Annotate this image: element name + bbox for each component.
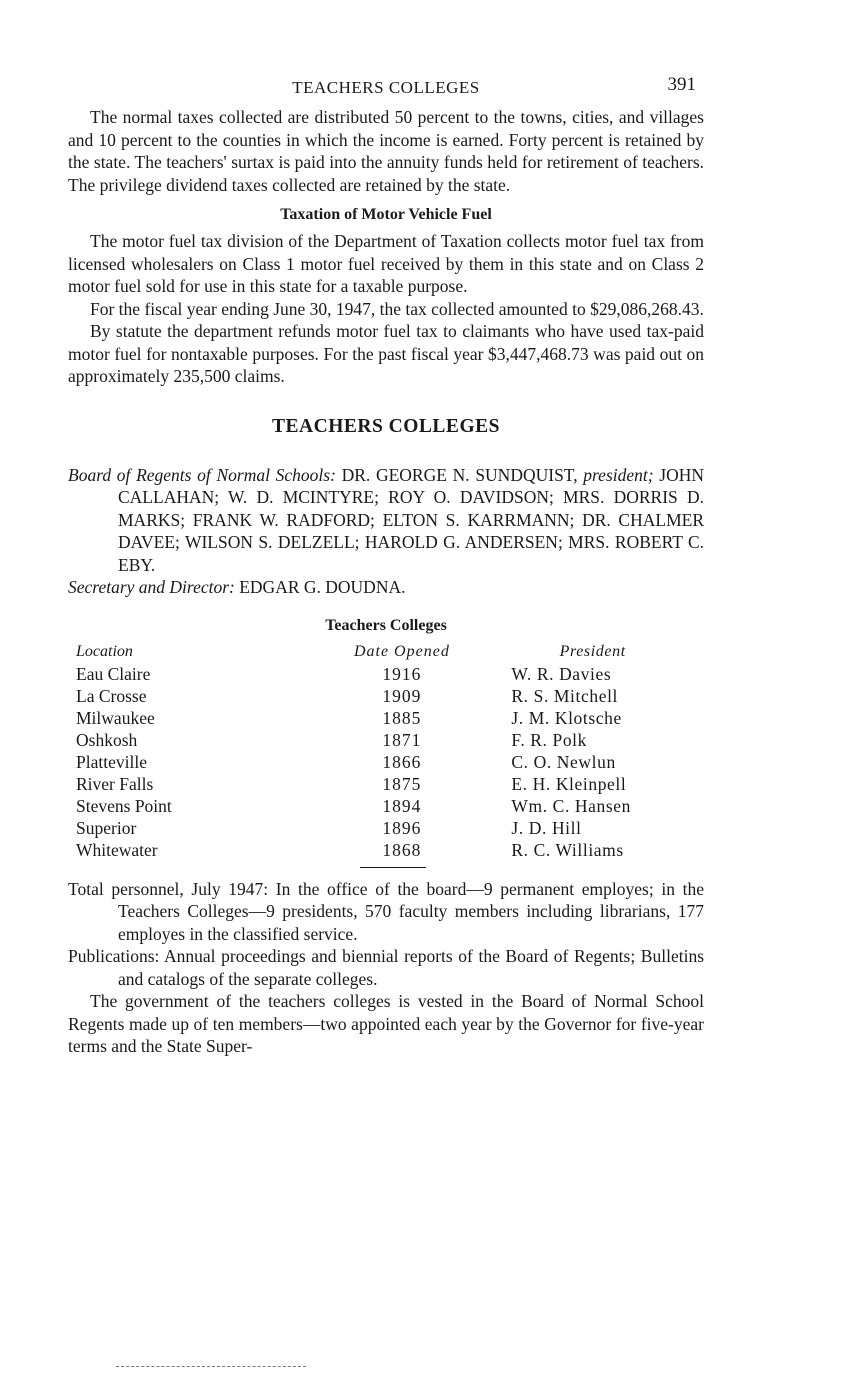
table-row: [68, 663, 704, 685]
secretary-entry: [68, 576, 704, 599]
cell-president: J. M. Klotsche: [511, 707, 622, 728]
column-header-location: Location: [76, 642, 133, 660]
colleges-table: [68, 643, 704, 861]
scan-artifact-line: [116, 1366, 306, 1367]
cell-date-opened: 1894: [382, 795, 422, 816]
publications-note: Publications: Annual proceedings and biennial reports of the Board of Regents; Bulletins and catalogs of the separate colleges.: [68, 946, 704, 989]
cell-location: La Crosse: [76, 685, 147, 706]
cell-location: Platteville: [76, 751, 147, 772]
cell-president: Wm. C. Hansen: [511, 795, 631, 816]
table-rule: [360, 867, 426, 868]
secretary-name: EDGAR G. DOUDNA.: [239, 577, 406, 597]
cell-location: Stevens Point: [76, 795, 172, 816]
table-row: [68, 729, 704, 751]
paragraph-fiscal-year-tax: For the fiscal year ending June 30, 1947, the tax collected amounted to $29,086,268.43.: [90, 298, 704, 319]
cell-location: River Falls: [76, 773, 154, 794]
cell-location: Superior: [76, 817, 137, 838]
page-number: 391: [667, 74, 696, 95]
table-row: [68, 751, 704, 773]
column-header-president: President: [559, 642, 626, 660]
cell-date-opened: 1868: [382, 839, 422, 860]
paragraph-refunds: By statute the department refunds motor fuel tax to claimants who have used tax-paid motor fuel for nontaxable purposes. For the past fiscal year $3,447,468.73 was paid out on approximately 235,500 claims.: [68, 321, 704, 386]
cell-date-opened: 1885: [382, 707, 422, 728]
cell-president: R. C. Williams: [511, 839, 624, 860]
secretary-label: Secretary and Director:: [68, 577, 235, 597]
cell-location: Whitewater: [76, 839, 158, 860]
cell-location: Oshkosh: [76, 729, 138, 750]
cell-location: Eau Claire: [76, 663, 151, 684]
cell-president: J. D. Hill: [511, 817, 582, 838]
board-of-regents-entry: [68, 464, 704, 577]
section-heading-motor-fuel: Taxation of Motor Vehicle Fuel: [280, 206, 492, 223]
document-page: [68, 70, 704, 1058]
table-row: [68, 839, 704, 861]
cell-president: F. R. Polk: [511, 729, 587, 750]
cell-president: W. R. Davies: [511, 663, 612, 684]
running-title: TEACHERS COLLEGES: [292, 78, 480, 97]
paragraph-motor-fuel-division: The motor fuel tax division of the Department of Taxation collects motor fuel tax from licensed wholesalers on Class 1 motor fuel received by them in this state and on Class 2 motor fuel sold for use in this state for a taxable purpose.: [68, 231, 704, 296]
table-header-row: [68, 643, 704, 663]
cell-president: R. S. Mitchell: [511, 685, 618, 706]
table-title: Teachers Colleges: [325, 616, 447, 634]
board-label: Board of Regents of Normal Schools:: [68, 464, 336, 485]
board-president-label: president;: [583, 464, 654, 485]
cell-date-opened: 1909: [382, 685, 422, 706]
page-header: [68, 70, 704, 106]
table-row: [68, 817, 704, 839]
cell-date-opened: 1916: [382, 663, 422, 684]
board-members-rest: JOHN CALLAHAN; W. D. MCINTYRE; ROY O. DAVIDSON; MRS. DORRIS D. MARKS; FRANK W. RADFORD; ELTON S. KARRMANN; DR. CHALMER DAVEE; WILSON S. DELZELL; HAROLD G. ANDERSEN; MRS. ROBERT C. EBY.: [118, 464, 704, 575]
cell-date-opened: 1866: [382, 751, 422, 772]
table-row: [68, 707, 704, 729]
cell-location: Milwaukee: [76, 707, 155, 728]
table-row: [68, 685, 704, 707]
table-row: [68, 773, 704, 795]
board-members-first: DR. GEORGE N. SUNDQUIST,: [341, 464, 578, 485]
cell-president: E. H. Kleinpell: [511, 773, 627, 794]
column-header-date-opened: Date Opened: [353, 642, 450, 660]
cell-date-opened: 1875: [382, 773, 422, 794]
personnel-note: Total personnel, July 1947: In the office of the board—9 permanent employes; in the Teachers Colleges—9 presidents, 570 faculty members including librarians, 177 employes in the classified service.: [68, 878, 704, 944]
table-row: [68, 795, 704, 817]
government-paragraph: The government of the teachers colleges is vested in the Board of Normal School Regents made up of ten members—two appointed each year by the Governor for five-year terms and the State Super-: [68, 991, 704, 1056]
chapter-heading-teachers-colleges: TEACHERS COLLEGES: [272, 415, 500, 437]
cell-date-opened: 1896: [382, 817, 422, 838]
cell-date-opened: 1871: [382, 729, 422, 750]
paragraph-taxes-distribution: The normal taxes collected are distributed 50 percent to the towns, cities, and villages and 10 percent to the counties in which the income is earned. Forty percent is retained by the state. The teachers' surtax is paid into the annuity funds held for retirement of teachers. The privilege dividend taxes collected are retained by the state.: [68, 107, 704, 195]
cell-president: C. O. Newlun: [511, 751, 616, 772]
